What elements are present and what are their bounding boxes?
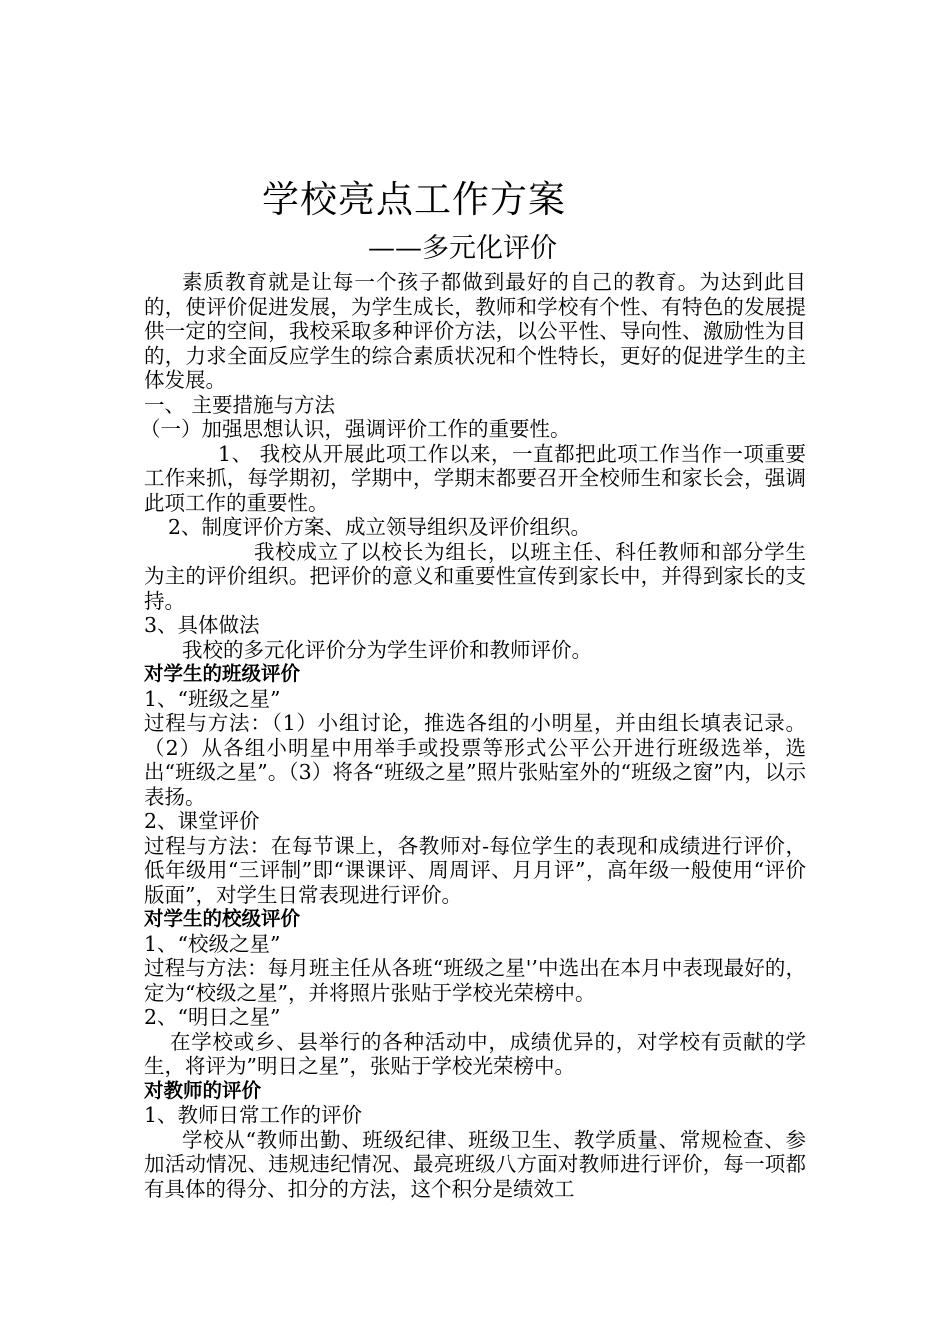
paragraph: 过程与方法：在每节课上，各教师对-每位学生的表现和成绩进行评价，低年级用“三评制”即“课课评、周周评、月月评”，高年级一般使用“评价版面”，对学生日常表现进行评价。 (144, 833, 806, 907)
list-item: 2、“明日之星” (144, 1005, 281, 1029)
list-item: 2、课堂评价 (144, 809, 260, 833)
intro-paragraph: 素质教育就是让每一个孩子都做到最好的自己的教育。为达到此目的，使评价促进发展，为学生成长，教师和学校有个性、有特色的发展提供一定的空间，我校采取多种评价方法，以公平性、导向性、激励性为目的，力求全面反应学生的综合素质状况和个性特长，更好的促进学生的主体发展。 (144, 270, 806, 392)
paragraph: 我校的多元化评价分为学生评价和教师评价。 (182, 637, 592, 662)
paragraph: 过程与方法：（1）小组讨论，推选各组的小明星，并由组长填表记录。（2）从各组小明星中用举手或投票等形式公平公开进行班级选举，选出“班级之星”。（3）将各“班级之星”照片张贴室外的“班级之窗”内，以示表扬。 (144, 711, 806, 809)
list-item: 2、制度评价方案、成立领导组织及评价组织。 (168, 515, 592, 539)
list-item: 1、“校级之星” (144, 931, 281, 956)
list-item: 3、具体做法 (144, 613, 260, 637)
bold-heading: 对学生的校级评价 (144, 907, 301, 930)
document-title: 学校亮点工作方案 (262, 178, 566, 221)
paragraph: 我校成立了以校长为组长，以班主任、科任教师和部分学生为主的评价组织。把评价的意义和重要性宣传到家长中，并得到家长的支持。 (144, 539, 806, 613)
subsection-heading: （一）加强思想认识，强调评价工作的重要性。 (140, 417, 571, 441)
paragraph: 过程与方法：每月班主任从各班“班级之星'’中选出在本月中表现最好的，定为“校级之星”，并将照片张贴于学校光荣榜中。 (144, 956, 806, 1005)
document-body (140, 270, 806, 1201)
paragraph: 1、 我校从开展此项工作以来，一直都把此项工作当作一项重要工作来抓，每学期初，学期中，学期末都要召开全校师生和家长会，强调此项工作的重要性。 (144, 441, 806, 515)
paragraph: 学校从“教师出勤、班级纪律、班级卫生、教学质量、常规检查、参加活动情况、违规违纪情况、最亮班级八方面对教师进行评价，每一项都有具体的得分、扣分的方法，这个积分是绩效工 (144, 1127, 806, 1201)
bold-heading: 对学生的班级评价 (144, 662, 301, 685)
list-item: 1、教师日常工作的评价 (144, 1103, 363, 1127)
document-subtitle: ——多元化评价 (368, 233, 557, 264)
section-heading: 一、 主要措施与方法 (144, 392, 336, 417)
paragraph: 在学校或乡、县举行的各种活动中，成绩优异的，对学校有贡献的学生，将评为”明日之星”，张贴于学校光荣榜中。 (144, 1029, 806, 1078)
bold-heading: 对教师的评价 (144, 1078, 262, 1102)
list-item: 1、“班级之星” (144, 686, 281, 711)
